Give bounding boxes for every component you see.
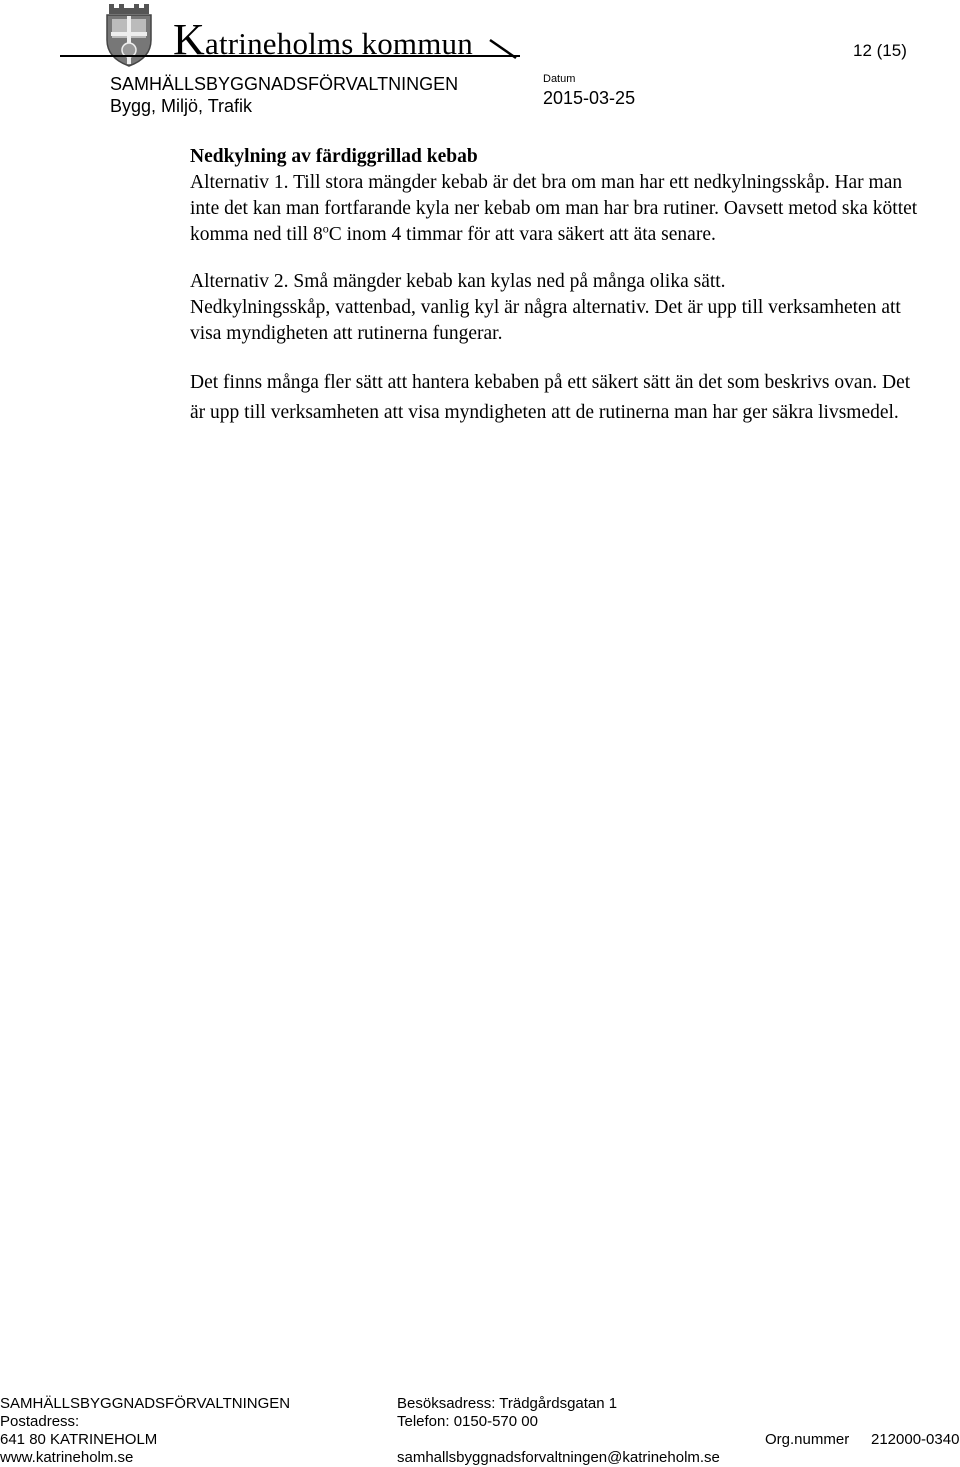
footer-email[interactable]: samhallsbyggnadsforvaltningen@katrineholm.se [397, 1449, 720, 1466]
paragraph-2-line-1: Alternativ 2. Små mängder kebab kan kylas ned på många olika sätt. [190, 271, 726, 292]
municipal-shield-logo [103, 2, 155, 68]
document-body [190, 144, 930, 449]
paragraph-2 [190, 269, 930, 347]
org-name-initial: K [173, 15, 205, 64]
footer-website[interactable]: www.katrineholm.se [0, 1449, 134, 1466]
paragraph-1 [190, 144, 930, 248]
paragraph-3: Det finns många fler sätt att hantera kebaben på ett säkert sätt än det som beskrivs ovan. Det är upp till verksamheten att visa myndigheten att de rutinerna man har ger säkra livsmedel. [190, 372, 911, 423]
footer-department: SAMHÄLLSBYGGNADSFÖRVALTNINGEN [0, 1395, 291, 1412]
org-name-rest: atrineholms kommun [204, 26, 473, 61]
header-department: SAMHÄLLSBYGGNADSFÖRVALTNINGEN [110, 74, 459, 94]
paragraph-1-text-a: Alternativ 1. Till stora mängder kebab är det bra om man har ett nedkylningsskåp. Har man inte det kan man fortfarande kyla ner kebab om man har bra rutiner. Oavsett metod ska köttet komma ned till 8 [190, 172, 918, 245]
org-name [173, 15, 473, 64]
section-heading: Nedkylning av färdiggrillad kebab [190, 146, 478, 167]
header-slash-ornament [488, 38, 520, 60]
degree-superscript: o [322, 221, 329, 236]
footer-postal-city: 641 80 KATRINEHOLM [0, 1431, 158, 1448]
date-value: 2015-03-25 [543, 88, 636, 108]
page-number: 12 (15) [853, 41, 907, 60]
header-subdepartment: Bygg, Miljö, Trafik [110, 96, 253, 116]
footer-org-number-label: Org.nummer [765, 1431, 850, 1448]
footer-org-number: 212000-0340 [871, 1431, 960, 1448]
paragraph-1-text-b: C inom 4 timmar för att vara säkert att äta senare. [328, 224, 716, 245]
footer-phone: Telefon: 0150-570 00 [397, 1413, 538, 1430]
footer-postal-label: Postadress: [0, 1413, 80, 1430]
paragraph-2-text: Nedkylningsskåp, vattenbad, vanlig kyl är några alternativ. Det är upp till verksamheten att visa myndigheten att rutinerna fungerar. [190, 297, 901, 344]
date-label: Datum [543, 73, 576, 85]
footer-visit-address: Besöksadress: Trädgårdsgatan 1 [397, 1395, 618, 1412]
